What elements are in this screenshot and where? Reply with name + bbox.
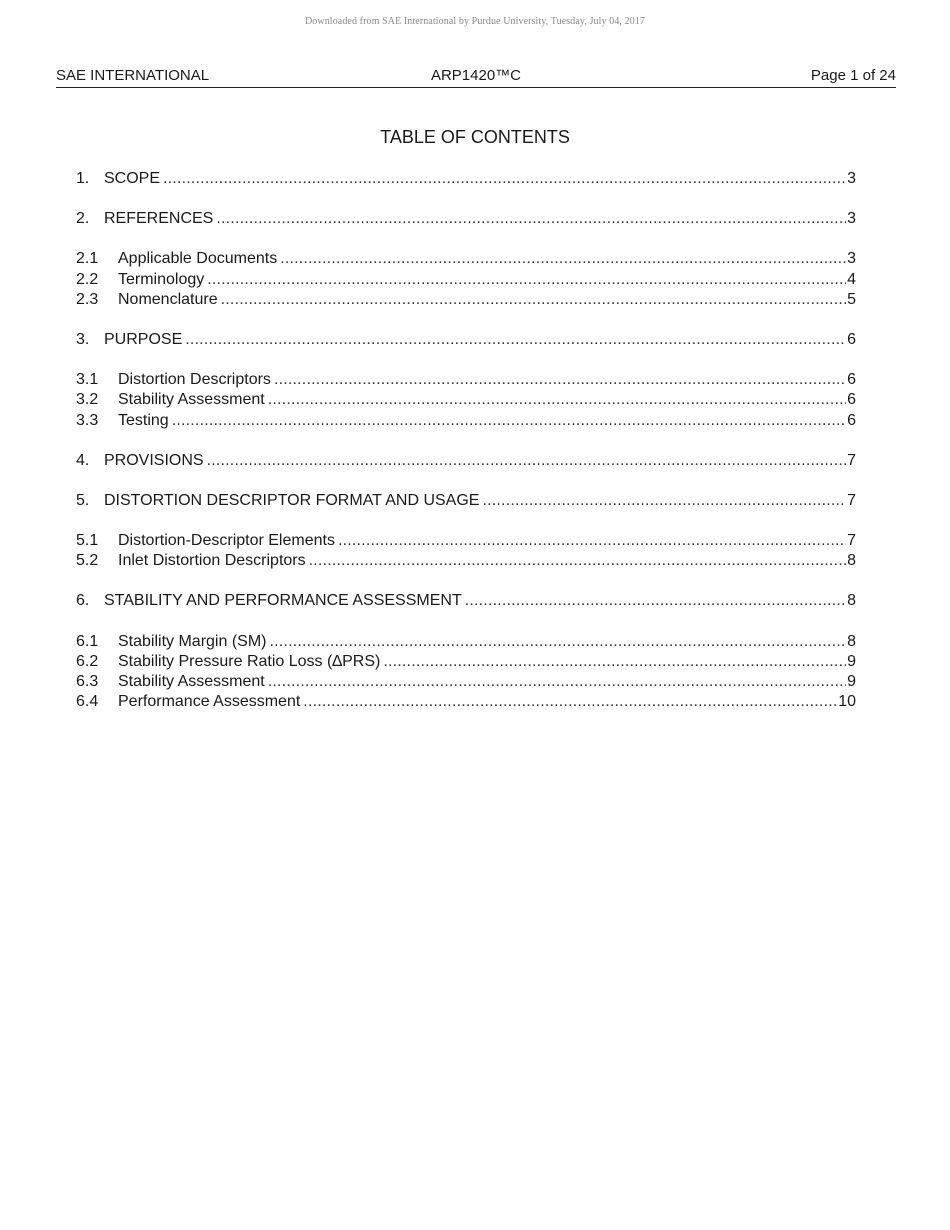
toc-entry-label: Stability Assessment [118,391,265,409]
toc-entry[interactable] [76,209,856,229]
toc-entry-label: Distortion-Descriptor Elements [118,532,335,550]
dot-leader [269,632,846,652]
toc-entry-label: Stability Margin (SM) [118,632,267,650]
toc-entry-page: 6 [847,391,856,409]
dot-leader [309,551,846,571]
dot-leader [383,652,846,672]
toc-entry[interactable] [76,330,856,350]
publisher-name: SAE INTERNATIONAL [56,67,210,84]
dot-leader [221,290,846,310]
toc-entry-page: 9 [847,673,856,690]
toc-entry[interactable] [76,692,856,712]
toc-entry-label: Inlet Distortion Descriptors [118,552,306,570]
toc-entry[interactable] [76,290,856,310]
toc-entry-label: Stability Assessment [118,673,265,690]
toc-entry-number: 6. [76,592,90,610]
toc-entry-page: 10 [838,693,856,711]
toc-entry-label: Performance Assessment [118,693,301,711]
download-watermark: Downloaded from SAE International by Purdue University, Tuesday, July 04, 2017 [304,16,646,27]
toc-entry[interactable] [76,531,856,551]
toc-entry[interactable] [76,370,856,390]
toc-entry-number: 2.2 [76,270,99,288]
toc-entry[interactable] [76,591,856,611]
toc-entry-page: 5 [847,290,856,308]
dot-leader [207,270,846,290]
toc-entry-page: 6 [847,330,856,348]
page-number: Page 1 of 24 [810,67,896,84]
toc-entry[interactable] [76,249,856,269]
toc-entry-page: 9 [847,652,856,670]
toc-entry-number: 6.3 [76,673,99,690]
toc-entry-number: 5. [76,491,90,509]
toc-entry-page: 7 [847,532,856,550]
toc-entry-number: 6.2 [76,652,99,670]
toc-entry-page: 8 [847,592,856,610]
toc-entry[interactable] [76,390,856,410]
toc-entry-number: 3. [76,330,90,348]
dot-leader [163,169,846,189]
page-header [56,67,896,88]
toc-entry-number: 2.3 [76,290,99,308]
toc-entry-label: Applicable Documents [118,250,278,268]
toc-entry[interactable] [76,632,856,652]
toc-entry-page: 4 [847,270,856,288]
toc-entry-number: 2. [76,210,90,228]
toc-entry[interactable] [76,551,856,571]
toc-entry-number: 3.1 [76,371,99,389]
toc-entry-page: 6 [847,411,856,429]
dot-leader [172,411,846,431]
toc-entry[interactable] [76,652,856,672]
toc-entry-page: 7 [847,491,856,509]
toc-entry-number: 5.2 [76,552,99,570]
dot-leader [465,591,846,611]
toc-entry-number: 3.3 [76,411,99,429]
toc-entry-number: 6.1 [76,632,99,650]
toc-entry-number: 5.1 [76,532,99,550]
toc-entry-label: Nomenclature [118,290,218,308]
dot-leader [207,451,847,471]
toc-entry-label: Testing [118,411,169,429]
toc-entry-label: Stability Pressure Ratio Loss (∆PRS) [118,652,381,670]
dot-leader [338,531,846,551]
toc-entry-label: SCOPE [104,170,161,187]
toc-entry-label: Distortion Descriptors [118,371,271,389]
toc-entry-page: 8 [847,632,856,650]
toc-entry-page: 7 [847,451,856,469]
toc-title: TABLE OF CONTENTS [380,127,570,147]
dot-leader [482,491,846,511]
toc-entry-label: REFERENCES [104,210,214,228]
toc-entry-label: PURPOSE [104,330,183,348]
dot-leader [303,692,837,712]
toc-entry-label: PROVISIONS [104,451,204,469]
dot-leader [280,249,846,269]
table-of-contents [76,169,856,712]
toc-entry[interactable] [76,672,856,692]
toc-entry-page: 3 [847,250,856,268]
toc-entry[interactable] [76,169,856,189]
toc-entry-number: 3.2 [76,391,99,409]
toc-entry-page: 3 [847,210,856,228]
toc-entry-number: 2.1 [76,250,99,268]
toc-entry-page: 3 [847,170,856,187]
dot-leader [268,672,846,692]
dot-leader [274,370,846,390]
toc-entry[interactable] [76,270,856,290]
document-number: ARP1420™C [430,67,522,84]
toc-entry-number: 6.4 [76,693,99,711]
toc-entry[interactable] [76,491,856,511]
dot-leader [268,390,846,410]
dot-leader [216,209,846,229]
toc-entry[interactable] [76,451,856,471]
toc-entry-page: 6 [847,371,856,389]
toc-entry-number: 4. [76,451,90,469]
toc-entry-label: DISTORTION DESCRIPTOR FORMAT AND USAGE [104,491,480,509]
dot-leader [185,330,846,350]
toc-entry-page: 8 [847,552,856,570]
toc-entry-label: Terminology [118,270,205,288]
toc-entry-label: STABILITY AND PERFORMANCE ASSESSMENT [104,592,462,610]
toc-entry-number: 1. [76,170,90,187]
toc-entry[interactable] [76,411,856,431]
